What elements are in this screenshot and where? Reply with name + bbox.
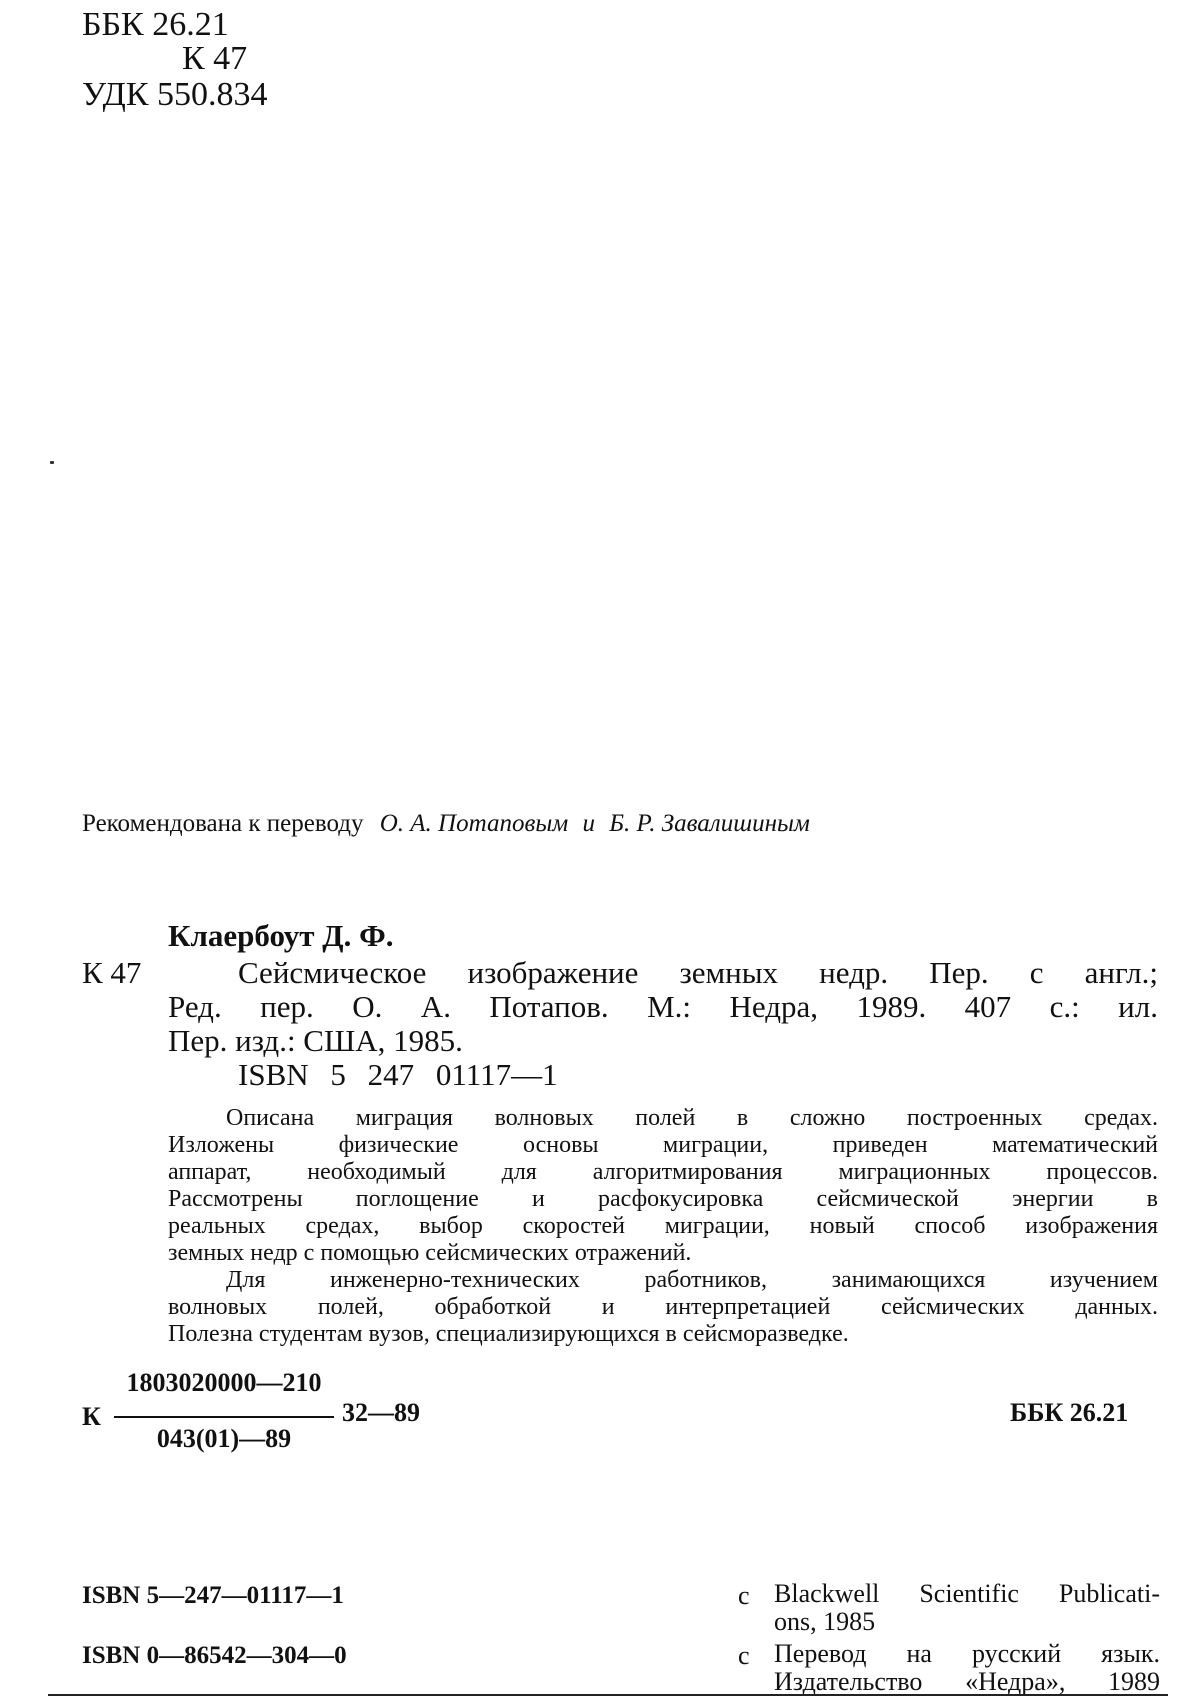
- recommended-prefix: Рекомендована к переводу: [82, 810, 364, 837]
- code-suffix: 32—89: [342, 1398, 420, 1427]
- abstract-line: аппарат, необходимый для алгоритмирования миграционных процессов.: [168, 1159, 1158, 1185]
- code-denominator: 043(01)—89: [156, 1424, 292, 1453]
- copyright-line: ons, 1985: [774, 1607, 876, 1636]
- audience-line: волновых полей, обработкой и интерпретацией сейсмических данных.: [168, 1294, 1158, 1320]
- recommended-line: [82, 810, 810, 838]
- code-numerator: 1803020000—210: [126, 1368, 322, 1397]
- audience-line: Для инженерно-технических работников, занимающихся изучением: [226, 1267, 1158, 1293]
- abstract-line: земных недр с помощью сейсмических отражений.: [168, 1240, 692, 1266]
- conjunction: и: [582, 810, 595, 837]
- record-line-2: [168, 990, 1158, 1024]
- fraction-line: [114, 1416, 334, 1418]
- record-original-edition: Пер. изд.: США, 1985.: [168, 1023, 463, 1058]
- bbk-bottom: ББК 26.21: [1010, 1398, 1129, 1427]
- copyright-mark-2: с: [738, 1641, 750, 1670]
- audience-line: Полезна студентам вузов, специализирующихся в сейсморазведке.: [168, 1321, 849, 1347]
- abstract-line: реальных средах, выбор скоростей миграции, новый способ изображения: [168, 1213, 1158, 1239]
- record-title: Сейсмическое изображение земных недр. Пер. с англ.;: [238, 955, 1158, 990]
- record-isbn: ISBN 5 247 01117—1: [238, 1057, 558, 1092]
- copyright-line: Blackwell Scientific Publicati-: [774, 1579, 1160, 1608]
- code-letter: К: [82, 1402, 101, 1431]
- abstract: [168, 1105, 1158, 1348]
- abstract-line: Описана миграция волновых полей в сложно построенных средах.: [226, 1105, 1158, 1131]
- record-edition: Ред. пер. О. А. Потапов. М.: Недра, 1989. 407 с.: ил.: [168, 989, 1158, 1024]
- abstract-line: Рассмотрены поглощение и расфокусировка сейсмической энергии в: [168, 1186, 1158, 1212]
- record-author-mark: К 47: [82, 955, 142, 990]
- copyright-mark-1: с: [738, 1581, 750, 1610]
- copyright-original: [774, 1580, 1160, 1636]
- stray-mark: [50, 461, 54, 464]
- udk-code: УДК 550.834: [82, 76, 268, 113]
- author-mark-top: К 47: [182, 40, 248, 77]
- isbn-original: ISBN 0—86542—304—0: [82, 1642, 347, 1669]
- bottom-rule: [48, 1694, 1168, 1696]
- author-name: Клаербоут Д. Ф.: [168, 918, 394, 953]
- record-line-1: [238, 956, 1158, 990]
- isbn-russian: ISBN 5—247—01117—1: [82, 1582, 344, 1609]
- translator-1: О. А. Потаповым: [379, 810, 569, 837]
- copyright-line: Издательство «Недра», 1989: [774, 1667, 1160, 1696]
- bbk-code: ББК 26.21: [82, 6, 229, 43]
- translator-2: Б. Р. Завалишиным: [609, 810, 810, 837]
- copyright-line: Перевод на русский язык.: [774, 1639, 1160, 1668]
- abstract-line: Изложены физические основы миграции, приведен математический: [168, 1132, 1158, 1158]
- copyright-translation: [774, 1640, 1160, 1696]
